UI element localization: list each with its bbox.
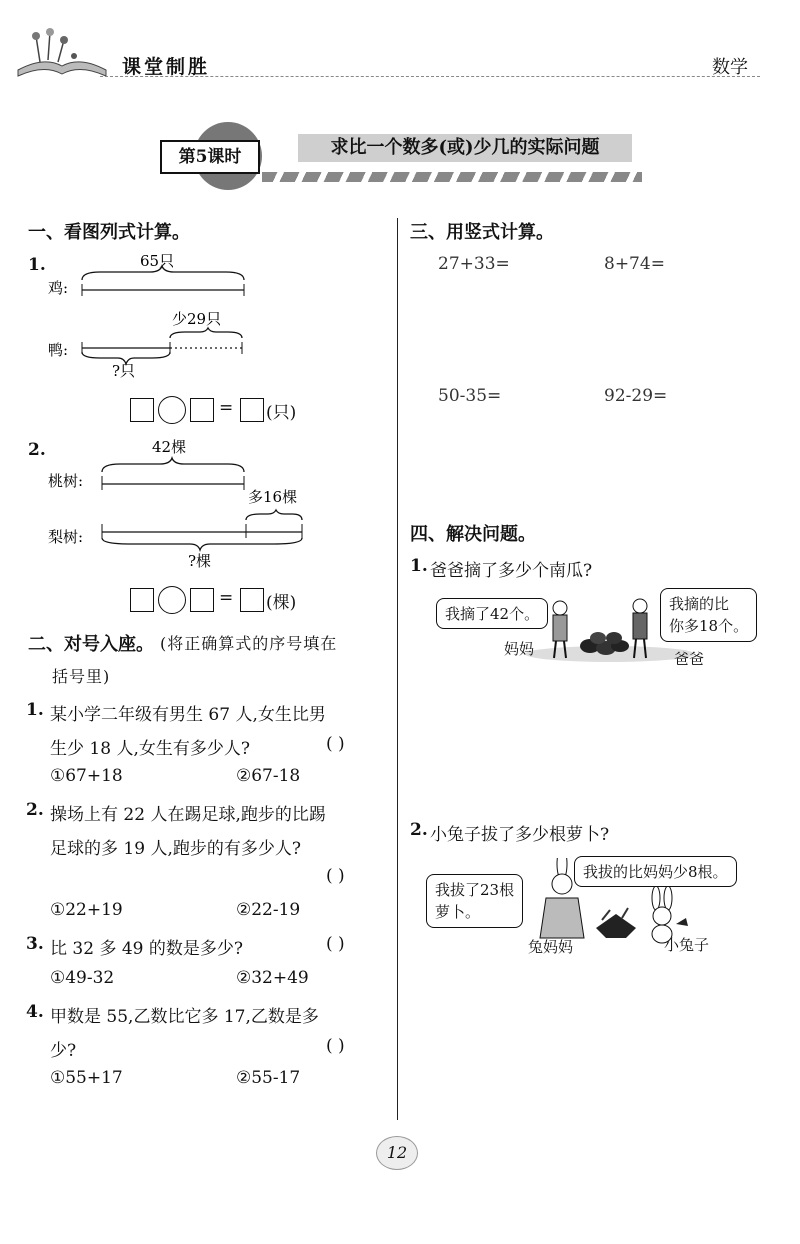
option-2: ②32+49 bbox=[236, 968, 309, 988]
answer-paren[interactable]: ( ) bbox=[326, 934, 345, 954]
s2-item-text: 足球的多 19 人,跑步的有多少人? bbox=[50, 839, 301, 859]
vertical-calc-problem: 92-29= bbox=[604, 386, 668, 406]
column-divider bbox=[397, 218, 398, 1120]
s1-q2-more-label: 多16棵 bbox=[248, 488, 298, 506]
s1-q1-diagram bbox=[40, 250, 260, 380]
vertical-calc-problem: 50-35= bbox=[438, 386, 502, 406]
unit-label: (只) bbox=[266, 403, 297, 423]
s1-q1-unknown-label: ?只 bbox=[112, 362, 136, 380]
header-logo bbox=[14, 26, 110, 82]
s1-q1-row1-label: 鸡: bbox=[48, 279, 69, 297]
s1-q1-row2-label: 鸭: bbox=[48, 341, 69, 359]
section2-note2: 括号里) bbox=[52, 667, 111, 686]
section3-title: 三、用竖式计算。 bbox=[410, 222, 554, 243]
answer-box[interactable] bbox=[190, 588, 214, 612]
s1-q1-number: 1. bbox=[28, 255, 46, 275]
bubble-line: 萝卜。 bbox=[435, 903, 481, 921]
answer-paren[interactable]: ( ) bbox=[326, 1036, 345, 1056]
label-mom: 妈妈 bbox=[504, 640, 535, 658]
s4-q1-number: 1. bbox=[410, 556, 428, 576]
option-2: ②67-18 bbox=[236, 766, 301, 786]
bubble-line: 我拔了23根 bbox=[435, 881, 515, 899]
s1-q2-diagram bbox=[40, 436, 310, 576]
s2-item-text: 少? bbox=[50, 1041, 77, 1061]
option-1: ①67+18 bbox=[50, 766, 123, 786]
s2-item-text: 比 32 多 49 的数是多少? bbox=[50, 939, 243, 959]
s1-q1-top-label: 65只 bbox=[140, 252, 175, 270]
answer-box[interactable] bbox=[240, 398, 264, 422]
s2-item-number: 3. bbox=[26, 934, 44, 954]
header-subject: 数学 bbox=[712, 57, 748, 78]
lesson-title: 求比一个数多(或)少几的实际问题 bbox=[298, 134, 632, 162]
s1-q2-number: 2. bbox=[28, 440, 46, 460]
s1-q1-less-label: 少29只 bbox=[172, 310, 222, 328]
equals-sign: = bbox=[219, 588, 234, 608]
s1-q2-top-label: 42棵 bbox=[152, 438, 187, 456]
s2-item-text: 操场上有 22 人在踢足球,跑步的比踢 bbox=[50, 805, 326, 825]
answer-box[interactable] bbox=[240, 588, 264, 612]
s1-q2-unknown-label: ?棵 bbox=[188, 552, 212, 570]
section4-title: 四、解决问题。 bbox=[410, 524, 536, 545]
s4-q2-number: 2. bbox=[410, 820, 428, 840]
vertical-calc-problem: 27+33= bbox=[438, 254, 510, 274]
option-2: ②22-19 bbox=[236, 900, 301, 920]
s4-q1-text: 爸爸摘了多少个南瓜? bbox=[430, 561, 593, 581]
equals-sign: = bbox=[219, 398, 234, 418]
option-1: ①49-32 bbox=[50, 968, 115, 988]
option-1: ①55+17 bbox=[50, 1068, 123, 1088]
banner-stripe bbox=[262, 172, 642, 182]
s2-item-text: 甲数是 55,乙数比它多 17,乙数是多 bbox=[50, 1007, 319, 1027]
speech-bubble-mother-rabbit bbox=[426, 874, 523, 928]
answer-paren[interactable]: ( ) bbox=[326, 734, 345, 754]
unit-label: (棵) bbox=[266, 593, 297, 613]
label-dad: 爸爸 bbox=[674, 650, 705, 668]
section1-title: 一、看图列式计算。 bbox=[28, 222, 190, 243]
header-divider bbox=[100, 76, 760, 77]
option-1: ①22+19 bbox=[50, 900, 123, 920]
option-2: ②55-17 bbox=[236, 1068, 301, 1088]
label-mother-rabbit: 兔妈妈 bbox=[528, 938, 574, 956]
answer-box[interactable] bbox=[190, 398, 214, 422]
label-little-rabbit: 小兔子 bbox=[664, 936, 710, 954]
s2-item-number: 2. bbox=[26, 800, 44, 820]
operator-circle[interactable] bbox=[158, 586, 186, 614]
section2-note: (将正确算式的序号填在 bbox=[160, 634, 338, 653]
s2-item-text: 某小学二年级有男生 67 人,女生比男 bbox=[50, 705, 326, 725]
answer-box[interactable] bbox=[130, 398, 154, 422]
s1-q2-row2-label: 梨树: bbox=[48, 528, 84, 546]
speech-bubble-dad bbox=[660, 588, 757, 642]
s2-item-text: 生少 18 人,女生有多少人? bbox=[50, 739, 250, 759]
page-number: 12 bbox=[376, 1136, 418, 1170]
s4-q2-text: 小兔子拔了多少根萝卜? bbox=[430, 825, 610, 845]
section2-title: 二、对号入座。 bbox=[28, 634, 154, 655]
answer-paren[interactable]: ( ) bbox=[326, 866, 345, 886]
vertical-calc-problem: 8+74= bbox=[604, 254, 665, 274]
speech-bubble-bunny: 我拔的比妈妈少8根。 bbox=[574, 856, 737, 887]
lesson-badge: 第5课时 bbox=[160, 140, 260, 174]
s2-item-number: 1. bbox=[26, 700, 44, 720]
operator-circle[interactable] bbox=[158, 396, 186, 424]
s1-q2-row1-label: 桃树: bbox=[48, 472, 84, 490]
s2-item-number: 4. bbox=[26, 1002, 44, 1022]
answer-box[interactable] bbox=[130, 588, 154, 612]
bubble-line: 我摘的比 bbox=[669, 595, 730, 613]
bubble-line: 你多18个。 bbox=[669, 617, 749, 635]
header-brand: 课堂制胜 bbox=[122, 56, 211, 78]
speech-bubble-mom: 我摘了42个。 bbox=[436, 598, 548, 629]
